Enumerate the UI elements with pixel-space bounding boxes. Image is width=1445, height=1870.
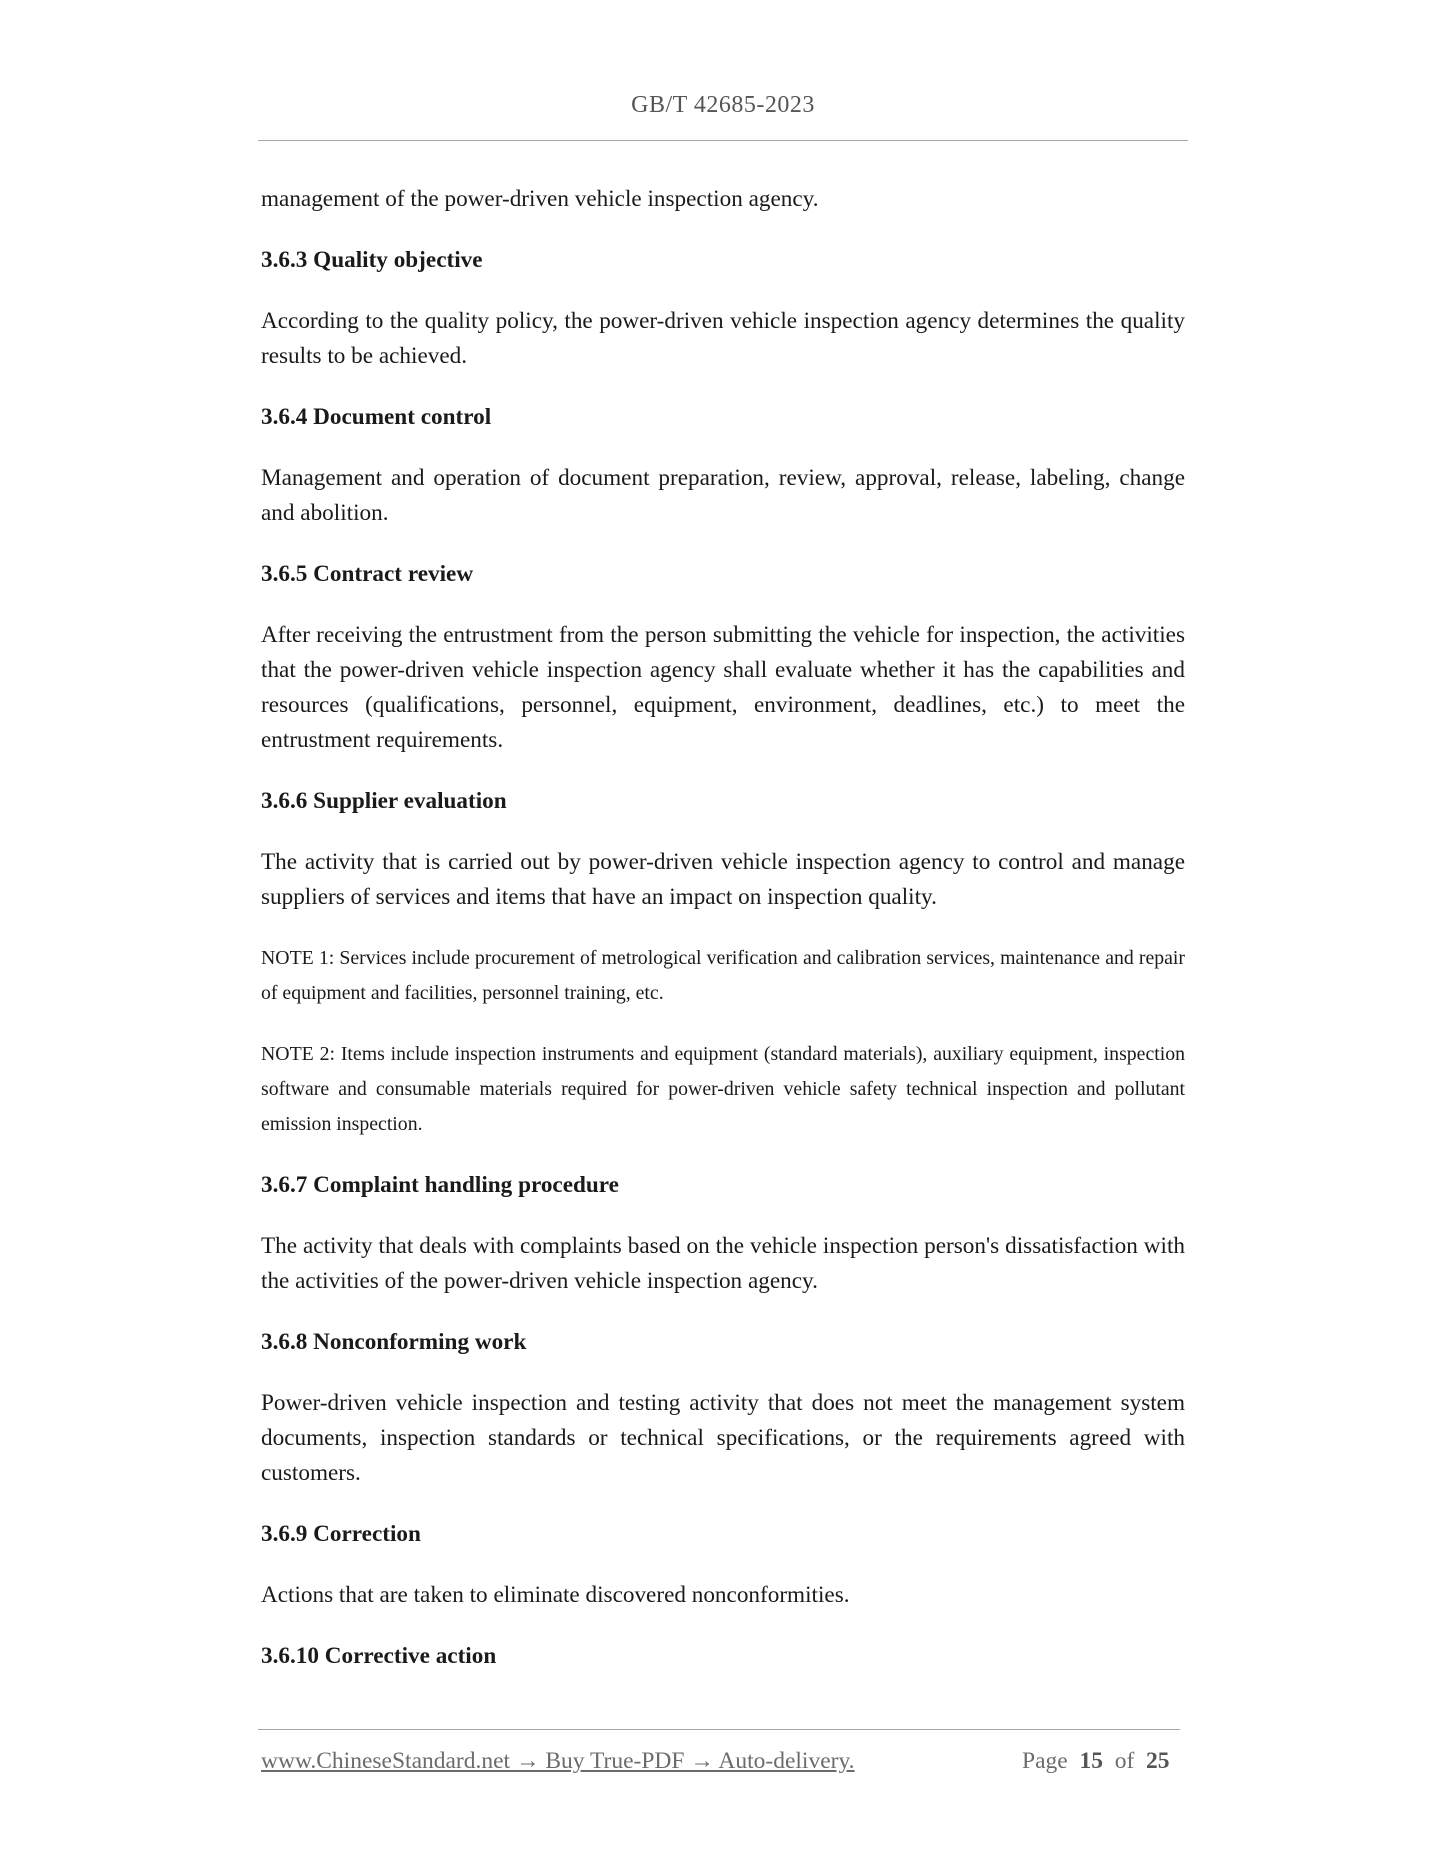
section-heading-3-6-4: 3.6.4 Document control [261,404,492,430]
footer-store-link[interactable]: www.ChineseStandard.net → Buy True-PDF → Auto-delivery. [261,1748,855,1774]
section-heading-3-6-7: 3.6.7 Complaint handling procedure [261,1172,619,1198]
section-heading-3-6-8: 3.6.8 Nonconforming work [261,1329,527,1355]
section-heading-3-6-3: 3.6.3 Quality objective [261,247,483,273]
section-heading-3-6-9: 3.6.9 Correction [261,1521,421,1547]
footer-divider [258,1729,1180,1730]
document-header-title: GB/T 42685-2023 [631,92,815,118]
section-text-3-6-8: Power-driven vehicle inspection and testing activity that does not meet the management system documents, inspection standards or technical specifications, or the requirements agreed with customers. [261,1390,1185,1486]
section-text-3-6-5: After receiving the entrustment from the person submitting the vehicle for inspection, the activities that the power-driven vehicle inspection agency shall evaluate whether it has the capabilities and resources (qualifications, personnel, equipment, environment, deadlines, etc.) to meet the entrustment requirements. [261,622,1185,753]
section-text-3-6-7: The activity that deals with complaints based on the vehicle inspection person's dissatisfaction with the activities of the power-driven vehicle inspection agency. [261,1233,1185,1294]
note-2: NOTE 2: Items include inspection instruments and equipment (standard materials), auxiliary equipment, inspection software and consumable materials required for power-driven vehicle safety technical inspection and pollutant emission inspection. [261,1043,1185,1135]
page-total: 25 [1146,1748,1170,1774]
page-label: Page [1022,1748,1068,1774]
intro-paragraph: management of the power-driven vehicle inspection agency. [261,186,819,212]
section-heading-3-6-10: 3.6.10 Corrective action [261,1643,497,1669]
header-divider [258,140,1188,141]
section-text-3-6-6: The activity that is carried out by power-driven vehicle inspection agency to control and manage suppliers of services and items that have an impact on inspection quality. [261,849,1185,910]
page-current: 15 [1079,1748,1103,1774]
section-text-3-6-3: According to the quality policy, the power-driven vehicle inspection agency determines the quality results to be achieved. [261,308,1185,369]
section-heading-3-6-5: 3.6.5 Contract review [261,561,474,587]
document-body [261,182,1185,1674]
section-text-3-6-9: Actions that are taken to eliminate discovered nonconformities. [261,1582,850,1608]
section-text-3-6-4: Management and operation of document preparation, review, approval, release, labeling, change and abolition. [261,465,1185,526]
note-1: NOTE 1: Services include procurement of metrological verification and calibration services, maintenance and repair of equipment and facilities, personnel training, etc. [261,947,1185,1004]
page-indicator [1022,1748,1170,1775]
page-of-label: of [1114,1748,1135,1774]
section-heading-3-6-6: 3.6.6 Supplier evaluation [261,788,507,814]
